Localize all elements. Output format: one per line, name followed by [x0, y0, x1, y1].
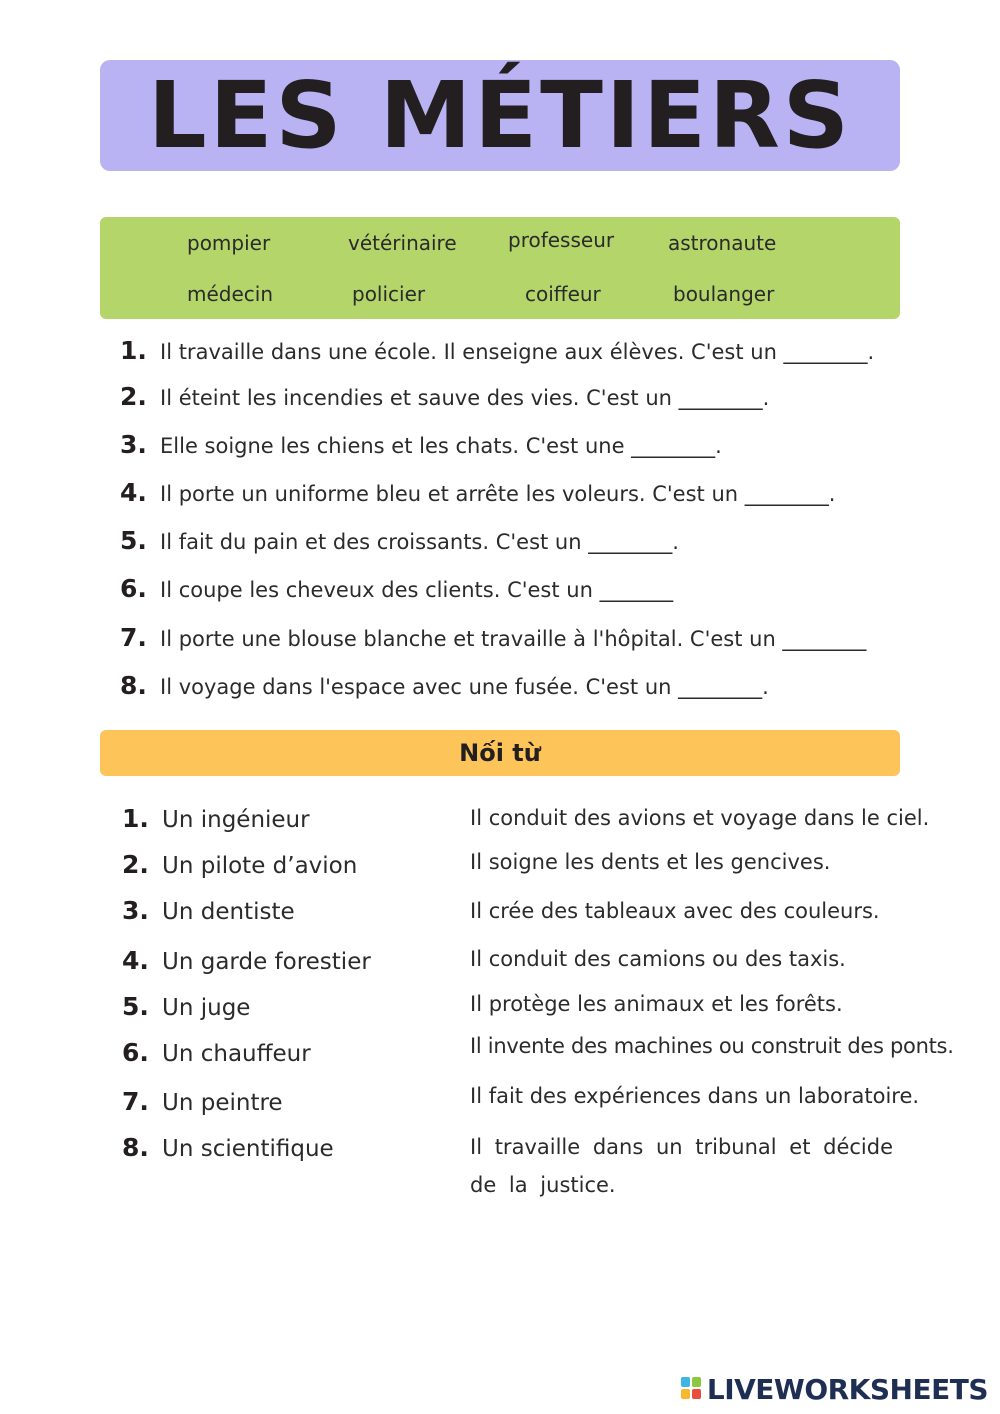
brand-logo [681, 1372, 988, 1406]
title-banner [100, 60, 900, 171]
question-number: 5. [120, 526, 147, 555]
question-text[interactable]: Il porte un uniforme bleu et arrête les voleurs. C'est un ________. [160, 482, 836, 506]
question-number: 6. [120, 574, 147, 603]
word-bank-item[interactable]: professeur [508, 228, 615, 252]
exercise-row [120, 382, 769, 411]
exercise-row [120, 526, 679, 555]
question-number: 8. [120, 671, 147, 700]
section-title: Nối từ [459, 739, 541, 767]
match-definition[interactable]: Il soigne les dents et les gencives. [470, 850, 831, 874]
page-title: LES MÉTIERS [147, 61, 853, 169]
exercise-row [120, 671, 769, 700]
match-term[interactable] [122, 992, 250, 1021]
question-text[interactable]: Il porte une blouse blanche et travaille à l'hôpital. C'est un ________ [160, 627, 867, 651]
question-text[interactable]: Il fait du pain et des croissants. C'est un ________. [160, 530, 679, 554]
exercise-row [120, 478, 835, 507]
match-definition[interactable]: Il conduit des avions et voyage dans le ciel. [470, 806, 930, 830]
term-text: Un chauffeur [162, 1041, 311, 1067]
brand-name: LIVEWORKSHEETS [706, 1372, 988, 1406]
term-text: Un ingénieur [162, 807, 310, 833]
match-definition[interactable]: Il conduit des camions ou des taxis. [470, 947, 846, 971]
match-term[interactable] [122, 1087, 283, 1116]
word-bank-item[interactable]: pompier [187, 231, 271, 255]
question-text[interactable]: Elle soigne les chiens et les chats. C'est une ________. [160, 434, 722, 458]
term-text: Un scientifique [162, 1136, 334, 1162]
term-number: 3. [122, 896, 149, 925]
question-number: 1. [120, 336, 147, 365]
term-number: 5. [122, 992, 149, 1021]
question-text[interactable]: Il voyage dans l'espace avec une fusée. C'est un ________. [160, 675, 769, 699]
exercise-row [120, 430, 722, 459]
match-definition[interactable]: Il fait des expériences dans un laboratoire. [470, 1084, 920, 1108]
term-text: Un pilote d’avion [162, 853, 358, 879]
term-number: 6. [122, 1038, 149, 1067]
exercise-row [120, 623, 866, 652]
word-bank [100, 217, 900, 319]
exercise-row [120, 574, 673, 603]
word-bank-item[interactable]: médecin [187, 282, 274, 306]
section-header [100, 730, 900, 776]
brand-icon [681, 1377, 703, 1401]
question-number: 3. [120, 430, 147, 459]
term-number: 7. [122, 1087, 149, 1116]
term-text: Un peintre [162, 1090, 283, 1116]
question-text[interactable]: Il travaille dans une école. Il enseigne aux élèves. C'est un ________. [160, 340, 875, 364]
term-number: 2. [122, 850, 149, 879]
match-term[interactable] [122, 1133, 334, 1162]
word-bank-item[interactable]: policier [352, 282, 426, 306]
question-number: 2. [120, 382, 147, 411]
word-bank-item[interactable]: vétérinaire [348, 231, 457, 255]
term-text: Un dentiste [162, 899, 295, 925]
match-definition[interactable]: Il travaille dans un tribunal et décide de la justice. [470, 1135, 893, 1197]
match-definition[interactable]: Il crée des tableaux avec des couleurs. [470, 899, 880, 923]
match-term[interactable] [122, 1038, 311, 1067]
match-term[interactable] [122, 850, 357, 879]
question-number: 7. [120, 623, 147, 652]
exercise-row [120, 336, 874, 365]
match-definition[interactable]: Il invente des machines ou construit des ponts. [470, 1034, 954, 1058]
match-definition[interactable]: Il protège les animaux et les forêts. [470, 992, 843, 1016]
question-text[interactable]: Il coupe les cheveux des clients. C'est un _______ [160, 578, 674, 602]
word-bank-item[interactable]: astronaute [668, 231, 777, 255]
question-number: 4. [120, 478, 147, 507]
word-bank-item[interactable]: coiffeur [525, 282, 601, 306]
term-number: 1. [122, 804, 149, 833]
match-term[interactable] [122, 946, 371, 975]
question-text[interactable]: Il éteint les incendies et sauve des vies. C'est un ________. [160, 386, 770, 410]
term-number: 4. [122, 946, 149, 975]
match-term[interactable] [122, 804, 310, 833]
match-term[interactable] [122, 896, 295, 925]
term-text: Un garde forestier [162, 949, 371, 975]
term-number: 8. [122, 1133, 149, 1162]
term-text: Un juge [162, 995, 251, 1021]
word-bank-item[interactable]: boulanger [673, 282, 775, 306]
